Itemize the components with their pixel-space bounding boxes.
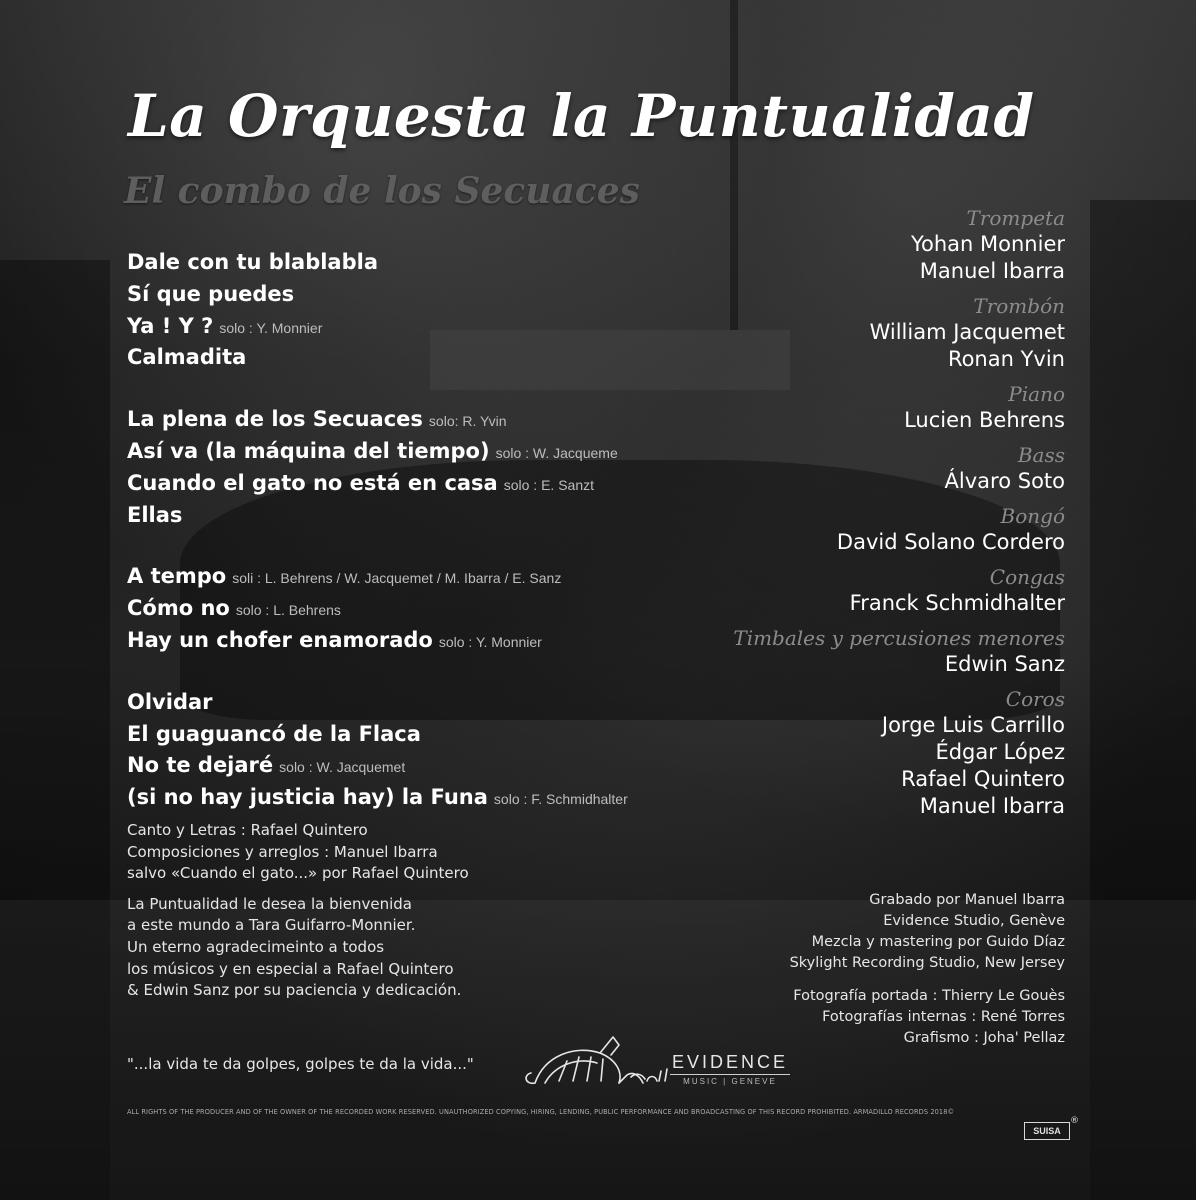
musician-name: Jorge Luis Carrillo	[881, 713, 1065, 737]
credit-line: Evidence Studio, Genève	[883, 913, 1065, 929]
musician-name: Ronan Yvin	[947, 347, 1065, 371]
credit-line: salvo «Cuando el gato...» por Rafael Quintero	[127, 864, 469, 883]
copyright-notice: ALL RIGHTS OF THE PRODUCER AND OF THE OWNER OF THE RECORDED WORK RESERVED. UNAUTHORIZED COPYING, HIRING, LENDING, PUBLIC PERFORMANCE AND BROADCASTING OF THIS RECORD PROHIBITED. ARMADILLO RECORDS 2018©	[127, 1108, 955, 1116]
credit-line: & Edwin Sanz por su paciencia y dedicación.	[127, 981, 462, 1000]
musician-name: David Solano Cordero	[836, 530, 1065, 554]
evidence-logo	[670, 1052, 790, 1086]
track-title: Cómo no	[127, 596, 230, 621]
track-solo: solo : E. Sanzt	[503, 476, 595, 493]
musician-credits	[645, 205, 1065, 820]
musician-name: Yohan Monnier	[910, 232, 1065, 256]
musician-name: Lucien Behrens	[904, 408, 1065, 432]
credit-line: Un eterno agradecimeinto a todos	[127, 937, 385, 956]
track-item	[127, 405, 727, 437]
track-title: A tempo	[127, 564, 227, 589]
album-subtitle: El combo de los Secuaces	[124, 170, 640, 212]
track-item	[127, 280, 727, 312]
track-title: Ya ! Y ?	[127, 313, 214, 338]
track-title: Hay un chofer enamorado	[127, 627, 433, 652]
album-artist-title: La Orquesta la Puntualidad	[128, 82, 1035, 150]
instrument-label: Trompeta	[966, 206, 1065, 230]
track-title: Calmadita	[127, 345, 247, 370]
track-item	[127, 312, 727, 344]
track-item	[127, 594, 727, 626]
credit-line: Skylight Recording Studio, New Jersey	[789, 955, 1065, 971]
track-solo: solo : W. Jacqueme	[495, 444, 618, 461]
evidence-logo-sub: MUSIC | GENEVE	[683, 1077, 777, 1086]
track-solo: solo : W. Jacquemet	[279, 759, 406, 776]
instrument-label: Bass	[1017, 443, 1065, 467]
track-title: Cuando el gato no está en casa	[127, 470, 498, 495]
track-item	[127, 469, 727, 501]
credit-line: Canto y Letras : Rafael Quintero	[127, 821, 368, 839]
registered-mark: ®	[1070, 1116, 1079, 1126]
recording-block	[625, 890, 1065, 974]
instrument-label: Coros	[1005, 687, 1065, 711]
track-solo: solo : Y. Monnier	[438, 633, 542, 650]
track-title: Dale con tu blablabla	[127, 250, 378, 274]
credit-line: Fotografías internas : René Torres	[822, 1009, 1065, 1025]
track-group	[127, 405, 727, 532]
track-item	[127, 501, 727, 533]
credits-block	[127, 820, 587, 885]
track-title: Ellas	[127, 502, 183, 527]
musician-name: William Jacquemet	[869, 320, 1065, 344]
track-solo: soli : L. Behrens / W. Jacquemet / M. Ibarra / E. Sanz	[232, 570, 562, 587]
track-item	[127, 437, 727, 469]
track-title: Así va (la máquina del tiempo)	[127, 438, 490, 463]
credit-line: Fotografía portada : Thierry Le Gouès	[793, 988, 1065, 1004]
track-item	[127, 720, 727, 752]
musician-name: Álvaro Soto	[944, 469, 1065, 493]
track-solo: solo : F. Schmidhalter	[493, 791, 628, 808]
instrument-label: Congas	[989, 565, 1065, 589]
musician-name: Franck Schmidhalter	[849, 591, 1065, 615]
track-title: El guaguancó de la Flaca	[127, 721, 421, 746]
track-item	[127, 626, 727, 658]
track-solo: solo: R. Yvin	[428, 413, 507, 430]
track-item	[127, 562, 727, 594]
track-solo: solo : L. Behrens	[235, 602, 341, 619]
track-solo: solo : Y. Monnier	[219, 319, 323, 336]
credit-line: La Puntualidad le desea la bienvenida	[127, 894, 412, 913]
tracklist	[127, 248, 727, 845]
track-item	[127, 688, 727, 720]
credit-line: Mezcla y mastering por Guido Díaz	[811, 934, 1065, 950]
credit-line: a este mundo a Tara Guifarro-Monnier.	[127, 916, 416, 935]
track-item	[127, 248, 727, 280]
track-title: Sí que puedes	[127, 281, 295, 306]
suisa-logo: SUISA	[1024, 1122, 1070, 1140]
track-item	[127, 751, 727, 783]
track-group	[127, 562, 727, 657]
track-title: No te dejaré	[127, 753, 274, 778]
track-group	[127, 248, 727, 375]
dedication-block	[127, 894, 587, 1002]
instrument-label: Trombón	[973, 294, 1065, 318]
track-group	[127, 688, 727, 815]
evidence-logo-text: EVIDENCE	[670, 1052, 790, 1075]
musician-name: Manuel Ibarra	[919, 259, 1065, 283]
musician-name: Rafael Quintero	[901, 767, 1065, 791]
track-item	[127, 783, 727, 815]
musician-name: Édgar López	[935, 740, 1065, 764]
credit-line: Grabado por Manuel Ibarra	[869, 892, 1065, 908]
liner-credits	[127, 820, 587, 1011]
musician-name: Edwin Sanz	[944, 652, 1065, 676]
credit-line: los músicos y en especial a Rafael Quintero	[127, 959, 454, 978]
track-title: La plena de los Secuaces	[127, 407, 423, 432]
closing-quote: "...la vida te da golpes, golpes te da la vida..."	[127, 1055, 474, 1073]
instrument-label: Timbales y percusiones menores	[733, 626, 1065, 650]
track-item	[127, 343, 727, 375]
track-title: (si no hay justicia hay) la Funa	[127, 785, 488, 810]
instrument-label: Piano	[1008, 382, 1065, 406]
credit-line: Composiciones y arreglos : Manuel Ibarra	[127, 842, 438, 861]
musician-name: Manuel Ibarra	[919, 794, 1065, 818]
instrument-label: Bongó	[1000, 504, 1065, 528]
track-title: Olvidar	[127, 689, 213, 714]
credit-line: Grafismo : Joha' Pellaz	[903, 1030, 1065, 1046]
